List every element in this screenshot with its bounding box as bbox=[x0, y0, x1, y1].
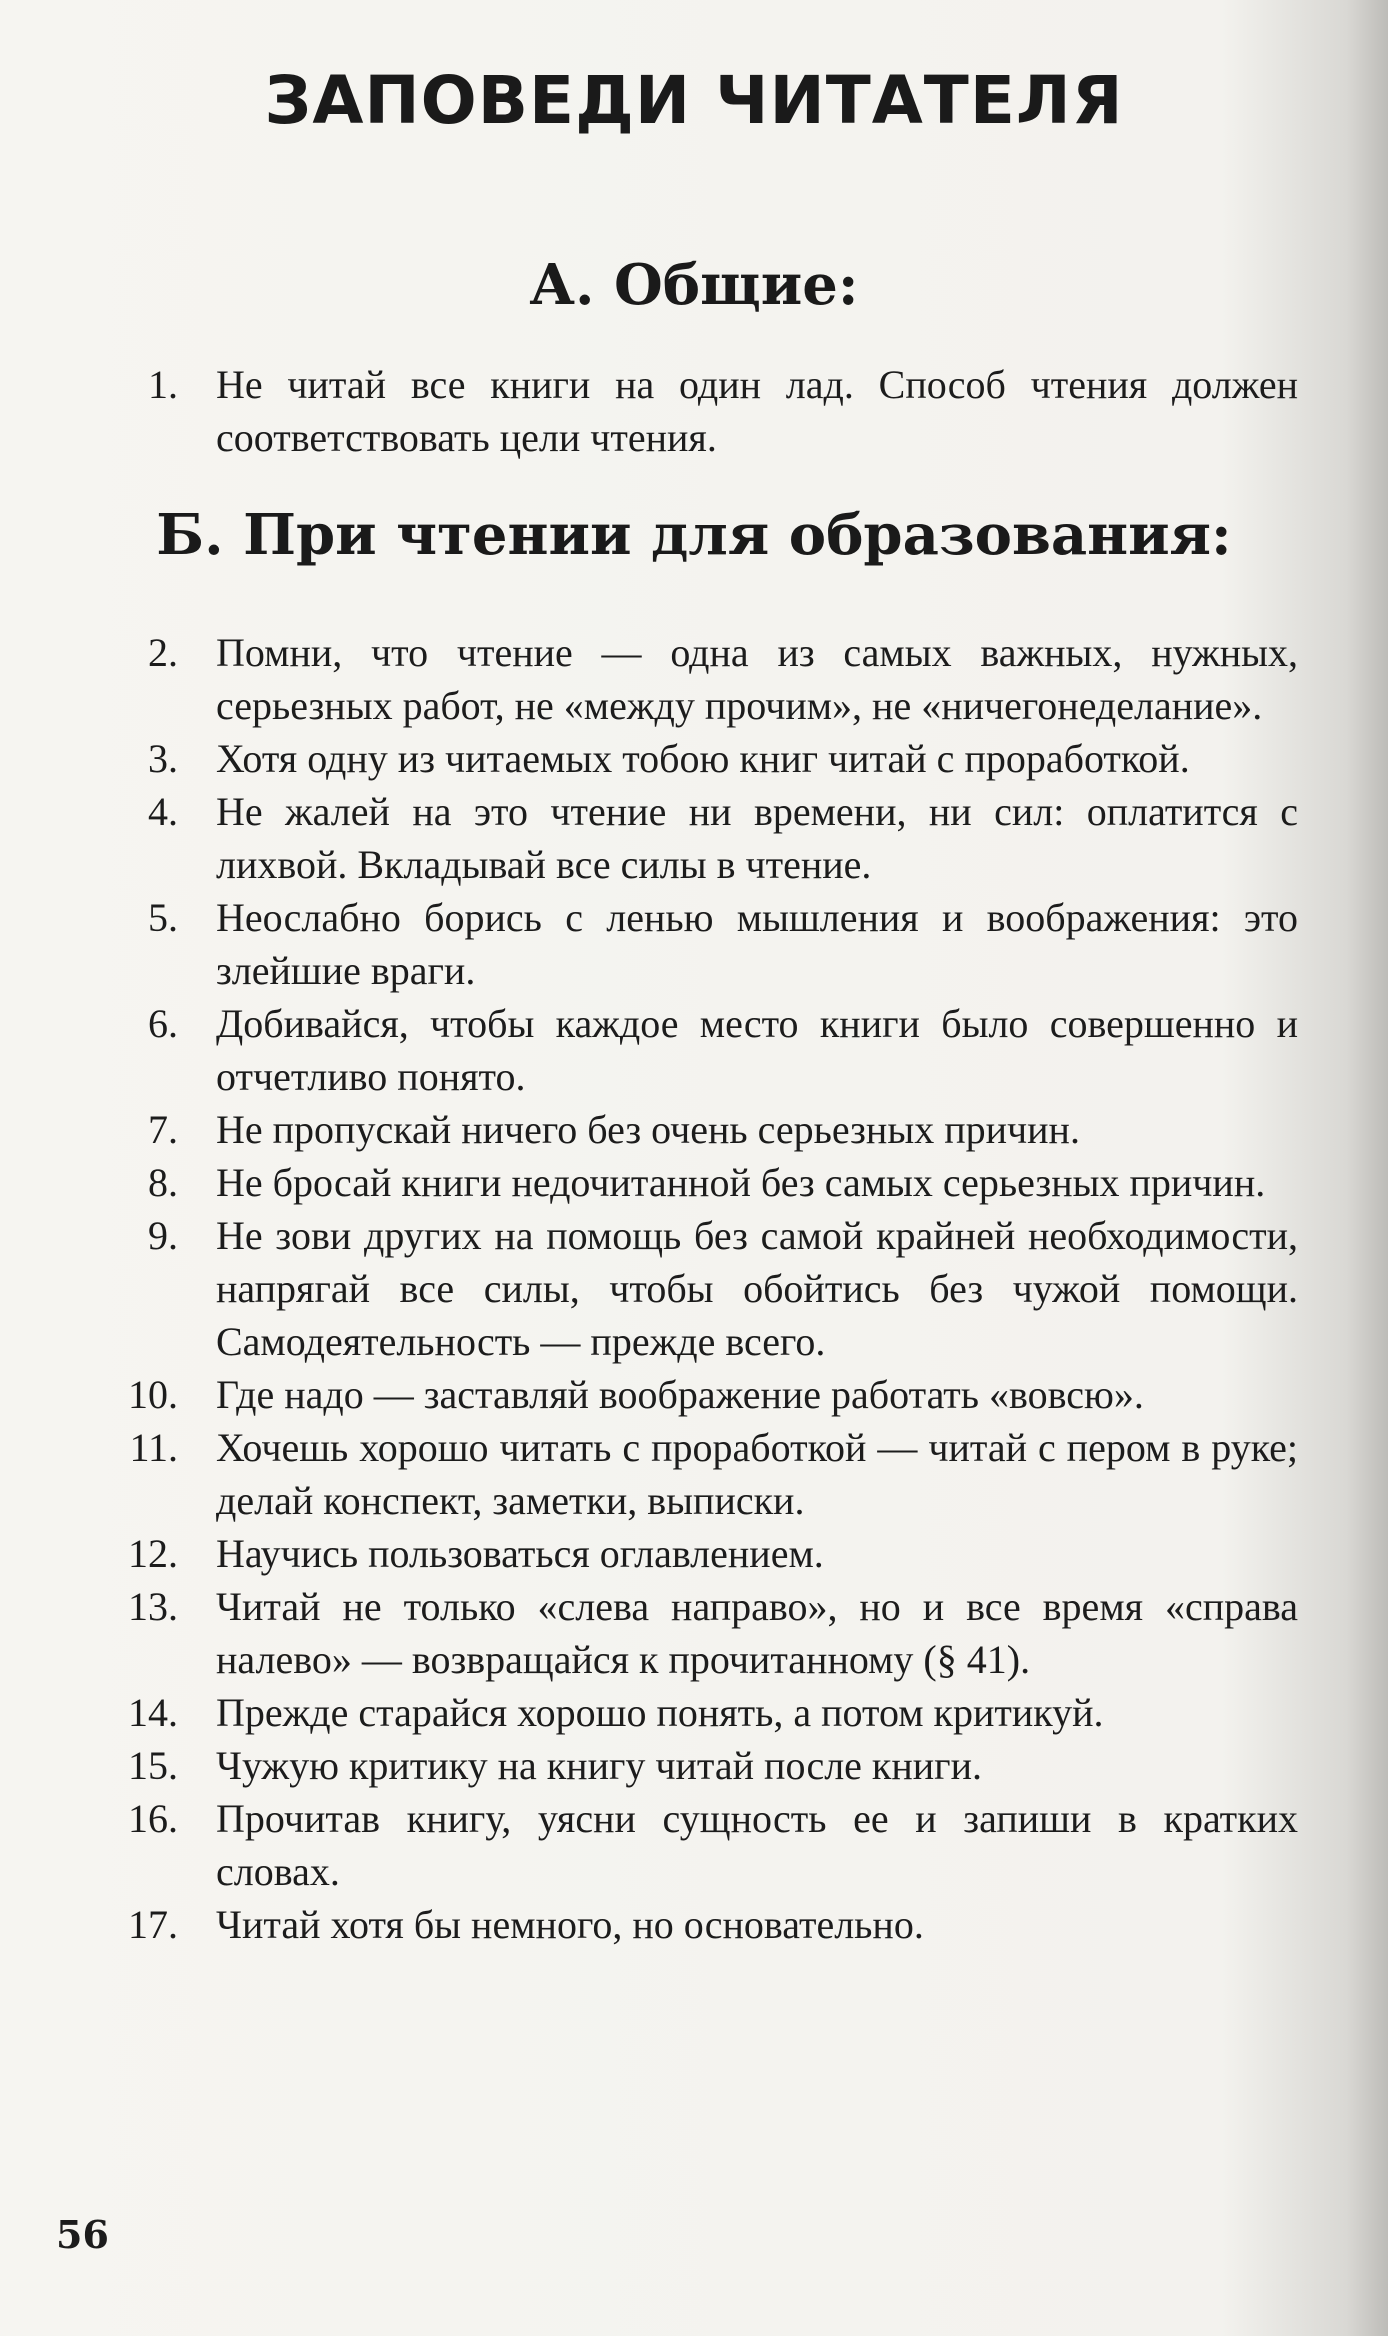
item-number: 12. bbox=[128, 1531, 178, 1576]
list-item bbox=[0, 626, 1298, 732]
item-number: 4. bbox=[148, 789, 178, 834]
list-item bbox=[0, 997, 1298, 1103]
item-text: Где надо — заставляй воображение работать «вовсю». bbox=[216, 1372, 1144, 1417]
item-number: 16. bbox=[128, 1796, 178, 1841]
list-item bbox=[0, 1792, 1298, 1898]
list-item bbox=[0, 358, 1298, 464]
item-number: 11. bbox=[129, 1425, 178, 1470]
item-text: Не зови других на помощь без самой крайней необходимости, напрягай все силы, чтобы обойтись без чужой помощи. Самодеятельность — прежде всего. bbox=[216, 1213, 1298, 1364]
list-item bbox=[0, 785, 1298, 891]
item-text: Прочитав книгу, уясни сущность ее и запиши в кратких словах. bbox=[216, 1796, 1298, 1894]
item-text: Не пропускай ничего без очень серьезных причин. bbox=[216, 1107, 1080, 1152]
list-item bbox=[0, 1739, 1298, 1792]
item-text: Не читай все книги на один лад. Способ чтения должен соответствовать цели чтения. bbox=[216, 362, 1298, 460]
item-number: 6. bbox=[148, 1001, 178, 1046]
list-item bbox=[0, 1103, 1298, 1156]
list-item bbox=[0, 1368, 1298, 1421]
list-item bbox=[0, 732, 1298, 785]
list-item bbox=[0, 1156, 1298, 1209]
item-text: Неослабно борись с ленью мышления и воображения: это злейшие враги. bbox=[216, 895, 1298, 993]
page-title: ЗАПОВЕДИ ЧИТАТЕЛЯ bbox=[264, 62, 1124, 139]
list-item bbox=[0, 1580, 1298, 1686]
item-number: 2. bbox=[148, 630, 178, 675]
item-number: 5. bbox=[148, 895, 178, 940]
item-text: Прежде старайся хорошо понять, а потом критикуй. bbox=[216, 1690, 1104, 1735]
section-a-heading: А. Общие: bbox=[529, 252, 859, 318]
list-item bbox=[0, 1527, 1298, 1580]
item-text: Добивайся, чтобы каждое место книги было совершенно и отчетливо понято. bbox=[216, 1001, 1298, 1099]
item-text: Не жалей на это чтение ни времени, ни сил: оплатится с лихвой. Вкладывай все силы в чтение. bbox=[216, 789, 1298, 887]
item-number: 10. bbox=[128, 1372, 178, 1417]
item-number: 9. bbox=[148, 1213, 178, 1258]
item-number: 14. bbox=[128, 1690, 178, 1735]
item-text: Научись пользоваться оглавлением. bbox=[216, 1531, 824, 1576]
item-text: Не бросай книги недочитанной без самых серьезных причин. bbox=[216, 1160, 1266, 1205]
item-number: 8. bbox=[148, 1160, 178, 1205]
item-text: Читай не только «слева направо», но и все время «справа налево» — возвращайся к прочитанному (§ 41). bbox=[216, 1584, 1298, 1682]
item-number: 13. bbox=[128, 1584, 178, 1629]
item-number: 15. bbox=[128, 1743, 178, 1788]
page-number: 56 bbox=[56, 2212, 109, 2257]
item-text: Хотя одну из читаемых тобою книг читай с проработкой. bbox=[216, 736, 1190, 781]
item-number: 17. bbox=[128, 1902, 178, 1947]
section-b-heading: Б. При чтении для образования: bbox=[156, 502, 1232, 568]
item-text: Хочешь хорошо читать с проработкой — читай с пером в руке; делай конспект, заметки, выписки. bbox=[216, 1425, 1298, 1523]
list-item bbox=[0, 1686, 1298, 1739]
item-number: 7. bbox=[148, 1107, 178, 1152]
section-a-list bbox=[0, 358, 1388, 464]
item-number: 1. bbox=[148, 362, 178, 407]
item-text: Читай хотя бы немного, но основательно. bbox=[216, 1902, 924, 1947]
list-item bbox=[0, 1209, 1298, 1368]
list-item bbox=[0, 1421, 1298, 1527]
section-b-list bbox=[0, 626, 1388, 1951]
list-item bbox=[0, 1898, 1298, 1951]
item-number: 3. bbox=[148, 736, 178, 781]
item-text: Помни, что чтение — одна из самых важных, нужных, серьезных работ, не «между прочим», не «ничегонеделание». bbox=[216, 630, 1298, 728]
item-text: Чужую критику на книгу читай после книги. bbox=[216, 1743, 982, 1788]
list-item bbox=[0, 891, 1298, 997]
